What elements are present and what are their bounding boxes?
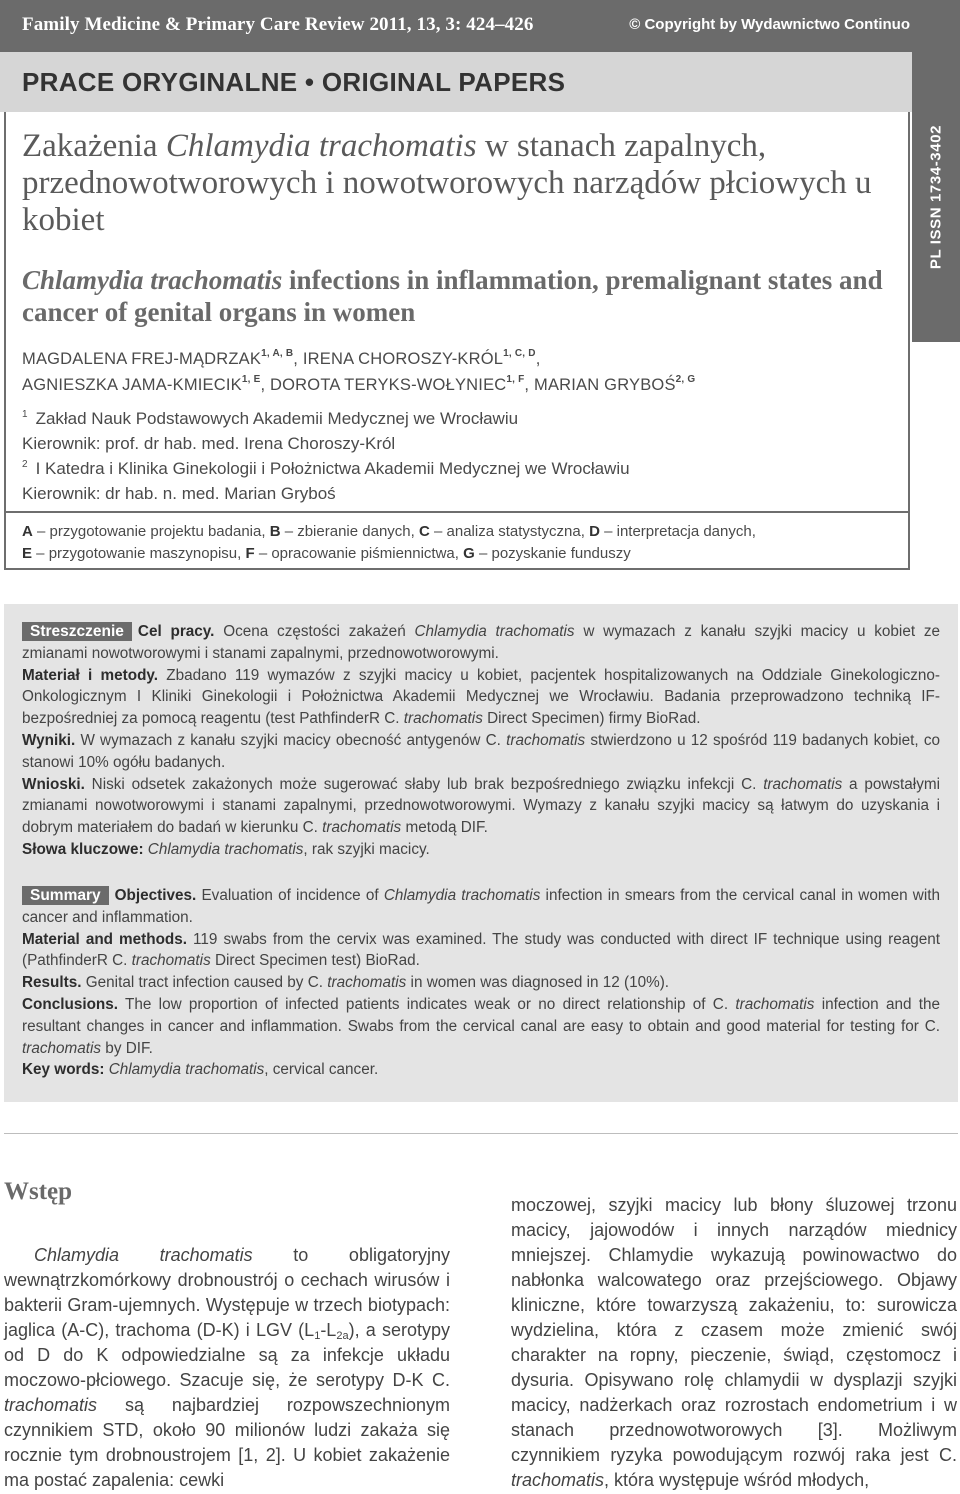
author-name: DOROTA TERYKS-WOŁYNIEC	[270, 376, 507, 394]
author-name: MAGDALENA FREJ-MĄDRZAK	[22, 350, 262, 368]
species-name: trachomatis	[131, 952, 211, 970]
legend-key: D	[589, 523, 600, 540]
methods-text-rest: Direct Specimen test) BioRad.	[210, 952, 420, 970]
species-name: trachomatis	[763, 775, 843, 793]
section-heading: PRACE ORYGINALNE • ORIGINAL PAPERS	[22, 67, 566, 97]
copyright-notice: © Copyright by Wydawnictwo Continuo	[629, 16, 910, 33]
species-name: trachomatis	[327, 974, 407, 992]
conclusions-text: Niski odsetek zakażonych może sugerować słaby lub brak bezpośredniego związku infekcji C.	[84, 775, 764, 793]
methods-text-rest: Direct Specimen) firmy BioRad.	[482, 710, 701, 728]
conclusions-text-mid: infection and the resultant changes in cancer and inflammation. Swabs from the cervical canal are easy to obtain and good material for testing for C.	[22, 995, 941, 1035]
author-affiliation-marks: 1, A, B	[261, 348, 294, 359]
affiliation-name: Zakład Nauk Podstawowych Akademii Medycznej we Wrocławiu	[35, 409, 519, 428]
conclusions-label: Wnioski.	[22, 775, 85, 793]
author-affiliation-marks: 1, E	[241, 374, 261, 385]
keywords-label: Key words:	[22, 1061, 105, 1079]
introduction-heading: Wstęp	[4, 1178, 73, 1205]
abstract-pl-keywords	[22, 839, 940, 861]
objectives-label: Objectives.	[114, 887, 197, 904]
species-name: trachomatis	[4, 1395, 98, 1415]
conclusions-label: Conclusions.	[22, 995, 119, 1013]
results-text-rest: in women was diagnosed in 12 (10%).	[406, 974, 670, 992]
legend-value: opracowanie piśmiennictwa	[271, 545, 455, 562]
intro-paragraph	[4, 1243, 450, 1493]
author-name: MARIAN GRYBOŚ	[534, 376, 676, 394]
author-separator: ,	[293, 350, 303, 368]
affiliation-unit	[22, 456, 902, 481]
species-name: trachomatis	[735, 995, 815, 1013]
methods-label: Material and methods.	[22, 930, 188, 948]
legend-value: pozyskanie funduszy	[491, 545, 631, 562]
abstract-en-methods	[22, 929, 940, 973]
species-name: trachomatis	[403, 710, 483, 728]
title-en-species: Chlamydia trachomatis	[22, 265, 283, 295]
title-pl-text-rest: w stanach zapalnych, przednowotworowych i nowotworowych narządów płciowych u kobiet	[22, 128, 872, 238]
legend-key: A	[22, 523, 33, 540]
aim-label: Cel pracy.	[137, 623, 215, 640]
keyword-species: Chlamydia trachomatis	[104, 1061, 265, 1079]
abstract-english	[22, 885, 940, 1081]
subscript: 2a	[336, 1330, 349, 1342]
abstract-tag: Summary	[22, 886, 109, 905]
intro-text: , która występuje wśród młodych,	[604, 1470, 870, 1490]
abstract-en-keywords	[22, 1059, 940, 1081]
results-text: W wymazach z kanału szyjki macicy obecność antygenów C.	[75, 731, 507, 749]
title-en-text: infections in inflammation, premalignant states and cancer of genital organs in women	[22, 265, 883, 327]
affiliation-name: I Katedra i Klinika Ginekologii i Położnictwa Akademii Medycznej we Wrocławiu	[35, 459, 630, 478]
title-pl-text: Zakażenia	[22, 128, 166, 164]
affiliation-head: Kierownik: dr hab. n. med. Marian Gryboś	[22, 484, 336, 503]
author-separator: ,	[260, 376, 271, 394]
author-name: AGNIESZKA JAMA-KMIECIK	[22, 376, 242, 394]
legend-value: interpretacja danych	[616, 523, 752, 540]
abstract-pl-results	[22, 730, 940, 774]
objectives-text-rest: infection in smears from the cervical canal in women with cancer and inflammation.	[22, 887, 941, 926]
intro-text: ), a serotypy od D do K odpowiedzialne są za infekcje układu moczowo-płciowego. Szacuje się, że serotypy D-K C.	[4, 1320, 450, 1390]
abstract-tag: Streszczenie	[22, 622, 132, 641]
keywords-text: , cervical cancer.	[264, 1061, 379, 1079]
intro-text: moczowej, szyjki macicy lub błony śluzowej trzonu macicy, jajowodów i innych narządów miednicy mniejszej. Chlamydie wykazują powinowactwo do nabłonka walcowatego oraz przejściowego. Objawy kliniczne, które towarzyszą zakażeniu, to: surowicza wydzielina, która z czasem może zmienić swój charakter na ropny, pieczenie, świąd, częstomocz i dysuria. Opisywano rolę chlamydii w dysplazji szyjki macicy, nadżerkach oraz rozrostach endometrium i w stanach przednowotworowych [3]. Możliwym czynnikiem ryzyka powodującym rozwój raka jest C.	[511, 1195, 957, 1465]
journal-reference: Family Medicine & Primary Care Review 2011, 13, 3: 424–426	[22, 14, 534, 35]
abstract-en-results	[22, 972, 940, 994]
article-title-english	[22, 264, 902, 328]
author-affiliation-marks: 1, C, D	[503, 348, 536, 359]
affiliation-number: 1	[22, 409, 28, 420]
body-column-left	[4, 1243, 450, 1493]
legend-value: przygotowanie maszynopisu	[48, 545, 238, 562]
body-column-right	[511, 1193, 957, 1493]
affiliation-number: 2	[22, 459, 28, 470]
results-text: Genital tract infection caused by C.	[81, 974, 328, 992]
methods-label: Materiał i metody.	[22, 666, 159, 684]
affiliation-unit	[22, 406, 902, 431]
abstract-en-conclusions	[22, 994, 940, 1059]
species-name: trachomatis	[22, 1039, 102, 1057]
intro-text: są najbardziej rozpowszechnionym czynnikiem STD, około 90 milionów ludzi zakaża się rocznie tym drobnoustrojem [1, 2]. U kobiet zakażenie ma postać zapalenia: cewki	[4, 1395, 450, 1490]
legend-key: E	[22, 545, 33, 562]
species-name: Chlamydia trachomatis	[383, 887, 541, 904]
issn-label: PL ISSN 1734-3402	[927, 124, 945, 270]
section-bar	[0, 52, 912, 112]
author-name: IRENA CHOROSZY-KRÓL	[302, 350, 504, 368]
legend-key: G	[463, 545, 475, 562]
conclusions-text-rest: by DIF.	[101, 1039, 153, 1057]
species-name: trachomatis	[511, 1470, 605, 1490]
conclusions-text-rest: metodą DIF.	[401, 819, 488, 837]
intro-text: -L	[320, 1320, 337, 1340]
abstract-pl-methods	[22, 665, 940, 730]
aim-text: Ocena częstości zakażeń	[214, 623, 415, 640]
intro-text: to obligatoryjny wewnątrzkomórkowy drobnoustrój o cechach wirusów i bakterii Gram-ujemnych. Występuje w trzech biotypach: jaglica (A-C), trachoma (D-K) i LGV (L	[4, 1245, 450, 1340]
legend-value: analiza statystyczna	[446, 523, 581, 540]
affiliation-list	[22, 406, 902, 506]
intro-paragraph-continued	[511, 1193, 957, 1493]
species-name: trachomatis	[322, 819, 402, 837]
author-affiliation-marks: 2, G	[675, 374, 696, 385]
legend-divider	[4, 511, 910, 513]
legend-key: C	[418, 523, 430, 540]
abstract-pl-aim	[22, 621, 940, 665]
issn-strip	[912, 52, 960, 342]
results-label: Wyniki.	[22, 731, 76, 749]
keywords-text: , rak szyjki macicy.	[303, 840, 430, 858]
author-affiliation-marks: 1, F	[506, 374, 525, 385]
species-name: Chlamydia trachomatis	[414, 623, 575, 640]
abstract-en-objectives	[22, 885, 940, 929]
legend-key: B	[269, 523, 281, 540]
keywords-label: Słowa kluczowe:	[22, 840, 144, 858]
methods-text: 119 swabs from the cervix was examined. The study was conducted with direct IF technique using reagent (PathfinderR C.	[22, 930, 941, 970]
objectives-text: Evaluation of incidence of	[196, 887, 384, 904]
author-separator: ,	[535, 350, 541, 368]
journal-bar	[0, 0, 960, 52]
title-pl-species: Chlamydia trachomatis	[165, 128, 477, 164]
species-name: trachomatis	[506, 731, 586, 749]
abstract-polish	[22, 621, 940, 861]
aim-text-rest: w wymazach z kanału szyjki macicy u kobiet ze zmianami nowotworowymi i stanami zapalnymi, przednowotworowymi.	[22, 623, 941, 662]
legend-value: przygotowanie projektu badania	[49, 523, 262, 540]
species-name: Chlamydia trachomatis	[34, 1245, 253, 1265]
contribution-legend: A – przygotowanie projektu badania, B – zbieranie danych, C – analiza statystyczna, D – interpretacja danych, E – przygotowanie maszynopisu, F – opracowanie piśmiennictwa, G – pozyskanie funduszy	[22, 523, 756, 562]
legend-value: zbieranie danych	[297, 523, 411, 540]
article-title-polish	[22, 128, 902, 239]
results-label: Results.	[22, 974, 82, 992]
conclusions-text-mid: a powstałymi zmianami nowotworowymi i stanami zapalnymi, przednowotworowymi. Wymazy z kanału szyjki macicy są łatwym do uzyskania i dobrym materiałem do badań w kierunku C.	[22, 775, 940, 837]
affiliation-head: Kierownik: prof. dr hab. med. Irena Choroszy-Król	[22, 434, 396, 453]
methods-text: Zbadano 119 wymazów z szyjki macicy u kobiet, pacjentek hospitalizowanych na Oddziale Ginekologiczno-Onkologicznym I Kliniki Ginekologii i Położnictwa Akademii Medycznej we Wrocławiu. Badania przeprowadzono techniką IF-bezpośredniej za pomocą reagentu (test PathfinderR C.	[22, 666, 940, 728]
abstract-pl-conclusions	[22, 774, 940, 839]
subscript: 1	[314, 1330, 321, 1342]
results-text-rest: stwierdzono u 12 spośród 119 badanych kobiet, co stanowi 10% ogółu badanych.	[22, 731, 940, 771]
author-separator: ,	[524, 376, 534, 394]
legend-key: F	[245, 545, 255, 562]
keyword-species: Chlamydia trachomatis	[143, 840, 304, 858]
author-list	[22, 346, 902, 398]
section-divider	[4, 1133, 958, 1134]
conclusions-text: The low proportion of infected patients indicates weak or no direct relationship of C.	[118, 995, 736, 1013]
